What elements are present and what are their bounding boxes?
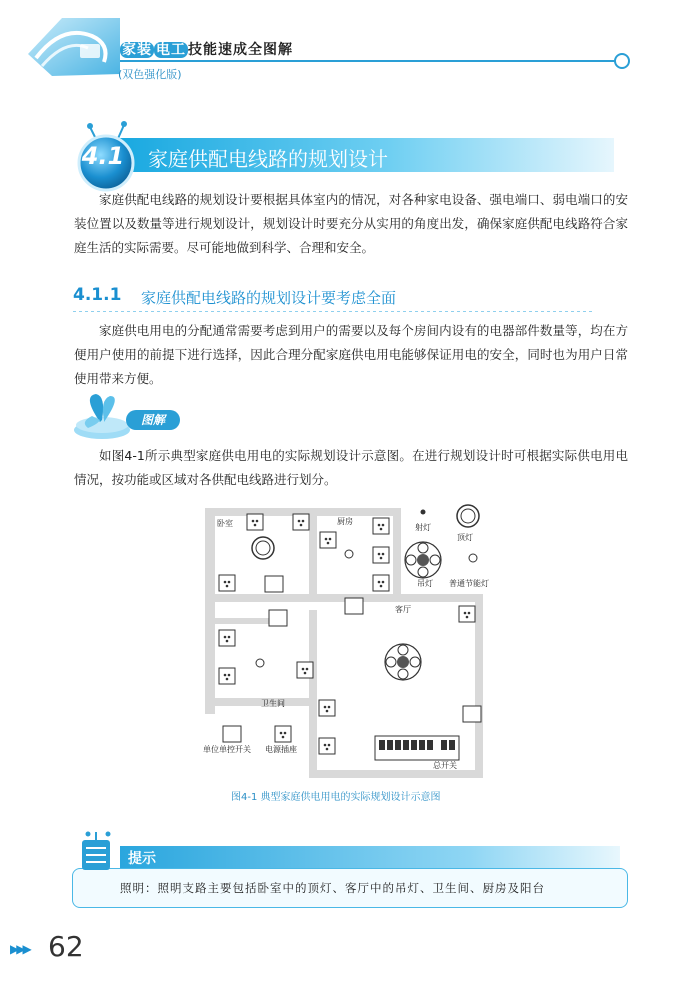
figure-caption: 图4-1 典型家庭供电用电的实际规划设计示意图 xyxy=(231,792,441,803)
header-title-highlight-2: 电工 xyxy=(156,42,186,58)
socket-icon xyxy=(373,518,389,534)
wall-top-kitchen xyxy=(317,508,401,516)
header-subtitle: (双色强化版) xyxy=(118,68,182,81)
header-title xyxy=(120,39,293,59)
header-rule xyxy=(120,60,618,62)
socket-icon xyxy=(319,700,335,716)
ceiling-light-icon xyxy=(457,505,479,527)
chandelier-icon xyxy=(385,644,421,680)
tip-title-bar xyxy=(120,846,620,868)
socket-icon xyxy=(275,726,291,742)
ceiling-light-icon xyxy=(252,537,274,559)
header-rule-end-icon xyxy=(614,53,630,69)
socket-icon xyxy=(459,606,475,622)
section-paragraph-text: 家庭供配电线路的规划设计要根据具体室内的情况，对各种家电设备、强电端口、弱电端口的安装位置以及数量等进行规划设计，规划设计时要充分从实用的角度出发，确保家庭供配电线路符合家庭生活的实际需要。尽可能地做到科学、合理和安全。 xyxy=(74,192,628,255)
label-ceiling-light: 顶灯 xyxy=(457,533,473,542)
section-title: 家庭供配电线路的规划设计 xyxy=(148,147,388,171)
wall-living-bottom xyxy=(309,770,483,778)
socket-icon xyxy=(219,630,235,646)
socket-icon xyxy=(293,514,309,530)
wall-living-top xyxy=(317,594,483,602)
subsection-paragraph xyxy=(74,319,628,391)
label-kitchen: 厨房 xyxy=(337,517,353,526)
switch-icon xyxy=(463,706,481,722)
socket-icon xyxy=(247,514,263,530)
tip-icon xyxy=(78,830,120,874)
wall-living-left xyxy=(309,610,317,778)
header-logo-icon xyxy=(22,14,122,80)
switch-icon xyxy=(223,726,241,742)
switch-icon xyxy=(345,598,363,614)
lamp-icon xyxy=(256,659,264,667)
section-number: 4.1 xyxy=(81,142,125,170)
wall-left xyxy=(205,508,215,714)
section-paragraph xyxy=(74,188,628,260)
switch-icon xyxy=(269,610,287,626)
label-main-switch: 总开关 xyxy=(433,761,457,770)
label-bedroom: 卧室 xyxy=(217,519,233,528)
page-number: 62 xyxy=(48,930,84,963)
main-switch-panel-icon xyxy=(375,736,459,760)
wall-bathroom-bottom xyxy=(205,698,315,706)
socket-icon xyxy=(319,738,335,754)
page-arrow-icon: ▶▶▶ xyxy=(10,942,29,956)
chandelier-icon xyxy=(405,542,441,578)
spotlight-icon xyxy=(421,510,426,515)
energy-saving-light-icon xyxy=(469,554,477,562)
subsection-number: 4.1.1 xyxy=(73,285,122,305)
socket-icon xyxy=(297,662,313,678)
illustration-paragraph-text: 如图4-1所示典型家庭供电用电的实际规划设计示意图。在进行规划设计时可根据实际供电用电情况，按功能或区域对各供配电线路进行划分。 xyxy=(74,448,628,487)
lamp-icon xyxy=(345,550,353,558)
switch-icon xyxy=(265,576,283,592)
label-living-room: 客厅 xyxy=(395,605,411,614)
wall-kitchen-right xyxy=(393,508,401,594)
label-power-socket: 电源插座 xyxy=(265,745,297,754)
floor-plan-figure xyxy=(195,500,505,780)
wall-living-right xyxy=(475,594,483,778)
illustration-paragraph xyxy=(74,444,628,492)
header-title-highlight-1: 家装 xyxy=(122,42,152,58)
wall-bedroom-kitchen xyxy=(309,508,317,602)
socket-icon xyxy=(373,575,389,591)
socket-icon xyxy=(219,668,235,684)
label-energy-saving-light: 普通节能灯 xyxy=(449,579,489,588)
illustration-label: 图解 xyxy=(140,413,165,427)
label-single-switch: 单位单控开关 xyxy=(203,745,251,754)
tip-text: 照明：照明支路主要包括卧室中的顶灯、客厅中的吊灯、卫生间、厨房及阳台 xyxy=(120,881,545,895)
label-spotlight: 射灯 xyxy=(415,523,431,532)
tip-title: 提示 xyxy=(128,851,156,867)
label-chandelier: 吊灯 xyxy=(417,579,433,588)
label-bathroom: 卫生间 xyxy=(261,699,285,708)
socket-icon xyxy=(219,575,235,591)
socket-icon xyxy=(373,547,389,563)
subsection-divider xyxy=(73,311,593,312)
socket-icon xyxy=(320,532,336,548)
subsection-title: 家庭供配电线路的规划设计要考虑全面 xyxy=(141,289,397,307)
header-title-rest: 技能速成全图解 xyxy=(188,42,293,58)
subsection-paragraph-text: 家庭供电用电的分配通常需要考虑到用户的需要以及每个房间内设有的电器部件数量等，均在方便用户使用的前提下进行选择，因此合理分配家庭供电用电能够保证用电的安全，同时也为用户日常使用带来方便。 xyxy=(74,323,628,386)
wall-bedroom-bottom xyxy=(205,594,309,602)
